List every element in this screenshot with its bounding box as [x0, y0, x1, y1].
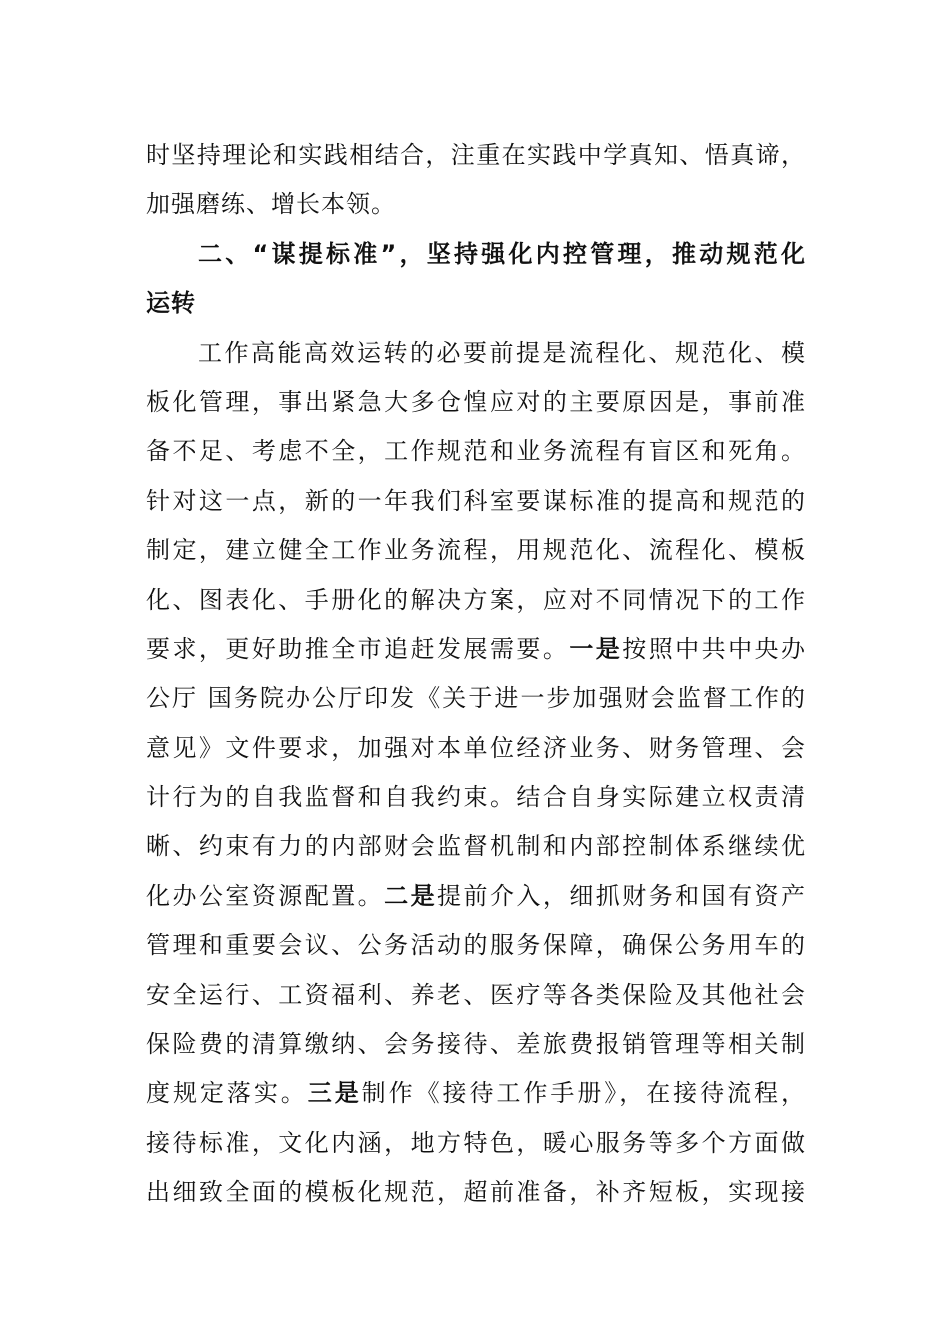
text-run: 提前介入，细抓财务和国有资产 — [437, 881, 807, 910]
text-run: 化办公室资源配置。 — [146, 881, 385, 910]
text-line: 针对这一点，新的一年我们科室要谋标准的提高和规范的 — [146, 486, 806, 515]
emphasis-first: 一是 — [569, 634, 623, 663]
text-line: 加强磨练、增长本领。 — [146, 190, 396, 219]
text-line: 意见》文件要求，加强对本单位经济业务、财务管理、会 — [146, 733, 806, 762]
text-line — [146, 872, 806, 921]
text-line: 出细致全面的模板化规范，超前准备，补齐短板，实现接 — [146, 1178, 806, 1207]
text-line — [146, 1069, 806, 1118]
text-line: 化、图表化、手册化的解决方案，应对不同情况下的工作 — [146, 585, 806, 614]
text-line: 安全运行、工资福利、养老、医疗等各类保险及其他社会 — [146, 980, 806, 1009]
text-run: 度规定落实。 — [146, 1079, 308, 1108]
text-line: 晰、约束有力的内部财会监督机制和内部控制体系继续优 — [146, 832, 806, 861]
text-line: 计行为的自我监督和自我约束。结合自身实际建立权责清 — [146, 783, 806, 812]
emphasis-second: 二是 — [384, 881, 438, 910]
text-line: 制定，建立健全工作业务流程，用规范化、流程化、模板 — [146, 536, 806, 565]
text-line: 工作高能高效运转的必要前提是流程化、规范化、模 — [198, 338, 806, 367]
section-heading: 二、“谋提标准”，坚持强化内控管理，推动规范化 — [198, 239, 806, 268]
text-line: 时坚持理论和实践相结合，注重在实践中学真知、悟真谛， — [146, 141, 806, 169]
text-line: 公厅 国务院办公厅印发《关于进一步加强财会监督工作的 — [146, 684, 806, 713]
document-body — [146, 131, 806, 1218]
text-line: 备不足、考虑不全，工作规范和业务流程有盲区和死角。 — [146, 437, 806, 466]
section-heading-continued: 运转 — [146, 289, 196, 318]
text-line — [146, 625, 806, 674]
text-run: 制作《接待工作手册》，在接待流程， — [361, 1079, 807, 1108]
text-line: 保险费的清算缴纳、会务接待、差旅费报销管理等相关制 — [146, 1030, 806, 1059]
text-line: 板化管理，事出紧急大多仓惶应对的主要原因是，事前准 — [146, 387, 806, 416]
text-line: 管理和重要会议、公务活动的服务保障，确保公务用车的 — [146, 931, 806, 960]
text-line: 接待标准，文化内涵，地方特色，暖心服务等多个方面做 — [146, 1128, 806, 1157]
text-run: 要求，更好助推全市追赶发展需要。 — [146, 634, 570, 663]
emphasis-third: 三是 — [307, 1079, 362, 1108]
text-run: 按照中共中央办 — [622, 634, 807, 663]
